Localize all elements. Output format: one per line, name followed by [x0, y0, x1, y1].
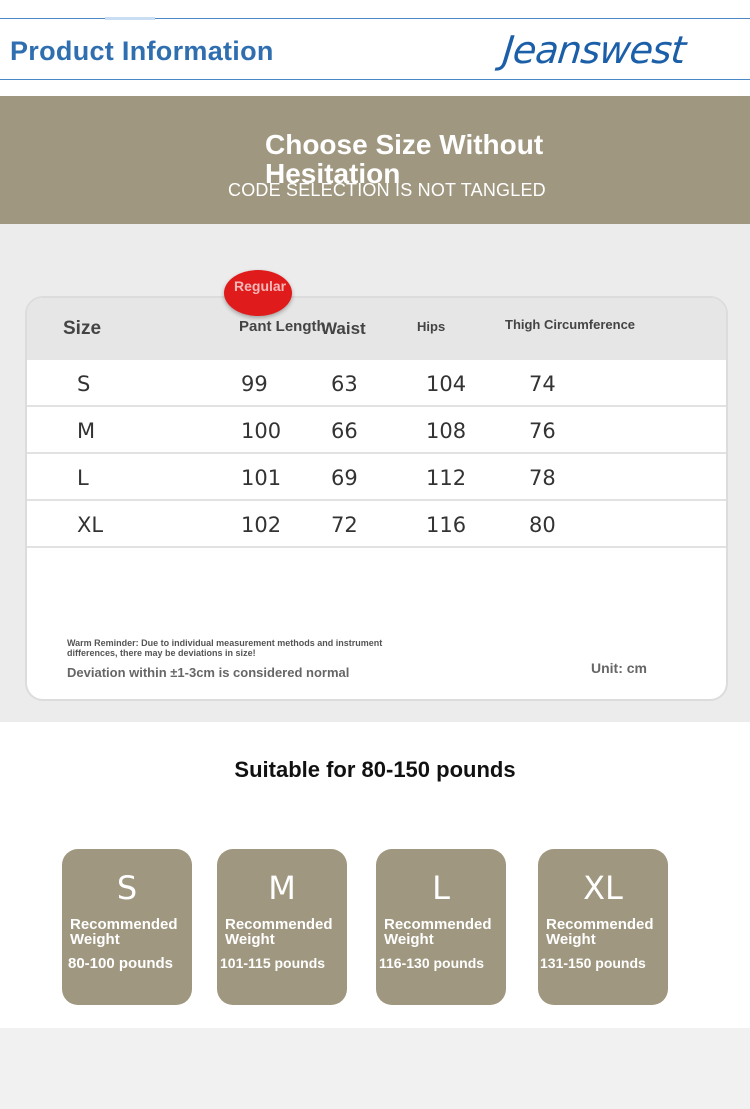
brand-logo: Jeanswest	[500, 28, 688, 72]
deviation-note: Deviation within ±1-3cm is considered normal	[67, 665, 350, 680]
banner-subtitle: CODE SELECTION IS NOT TANGLED	[228, 180, 546, 200]
header-accent-bar	[105, 17, 155, 20]
card-recommended-label: Recommended Weight	[70, 916, 178, 948]
cell-waist: 72	[331, 513, 358, 537]
cell-waist: 63	[331, 372, 358, 396]
table-row	[27, 454, 726, 501]
size-card-xl	[538, 849, 668, 1005]
cell-hips: 112	[426, 466, 467, 490]
cell-thigh: 80	[529, 513, 556, 537]
cell-size: L	[77, 466, 89, 490]
cell-hips: 108	[426, 419, 467, 443]
size-table	[25, 296, 728, 701]
cell-thigh: 76	[529, 419, 556, 443]
card-recommended-label: Recommended Weight	[384, 916, 492, 948]
card-weight-range: 116-130 pounds	[379, 955, 485, 971]
column-header-pant-length: Pant Length	[239, 318, 326, 335]
card-size-letter: M	[268, 869, 296, 907]
cell-pant-length: 100	[241, 419, 282, 443]
cell-waist: 69	[331, 466, 358, 490]
card-size-letter: XL	[583, 869, 623, 907]
cell-pant-length: 102	[241, 513, 282, 537]
card-recommended-label: Recommended Weight	[225, 916, 333, 948]
card-recommended-label: Recommended Weight	[546, 916, 654, 948]
cell-waist: 66	[331, 419, 358, 443]
column-header-hips: Hips	[417, 319, 446, 334]
card-weight-range: 131-150 pounds	[540, 955, 646, 971]
table-row	[27, 360, 726, 407]
table-header	[27, 298, 726, 360]
table-row	[27, 501, 726, 548]
cell-size: XL	[77, 513, 104, 537]
footer-spacer	[0, 1028, 750, 1109]
regular-fit-label: Regular	[234, 278, 287, 294]
cell-hips: 116	[426, 513, 467, 537]
cell-pant-length: 99	[241, 372, 268, 396]
column-header-thigh: Thigh Circumference	[505, 317, 636, 332]
column-header-waist: Waist	[321, 319, 366, 338]
measurement-reminder: Warm Reminder: Due to individual measurement methods and instrument differences, there may be deviations in size!	[67, 638, 383, 658]
cell-size: S	[77, 372, 91, 396]
card-weight-range: 80-100 pounds	[68, 955, 174, 972]
size-card-l	[376, 849, 506, 1005]
card-size-letter: S	[116, 869, 138, 907]
cell-hips: 104	[426, 372, 467, 396]
unit-label: Unit: cm	[591, 660, 647, 676]
card-size-letter: L	[432, 869, 450, 907]
cell-pant-length: 101	[241, 466, 282, 490]
banner-title: Choose Size Without Hesitation	[265, 129, 544, 189]
cell-thigh: 74	[529, 372, 556, 396]
cell-size: M	[77, 419, 96, 443]
page-title: Product Information	[10, 36, 274, 66]
size-card-m	[217, 849, 347, 1005]
card-weight-range: 101-115 pounds	[220, 955, 326, 971]
column-header-size: Size	[63, 318, 102, 339]
cell-thigh: 78	[529, 466, 556, 490]
weight-range-heading: Suitable for 80-150 pounds	[234, 757, 516, 782]
size-card-s	[62, 849, 192, 1005]
table-row	[27, 407, 726, 454]
